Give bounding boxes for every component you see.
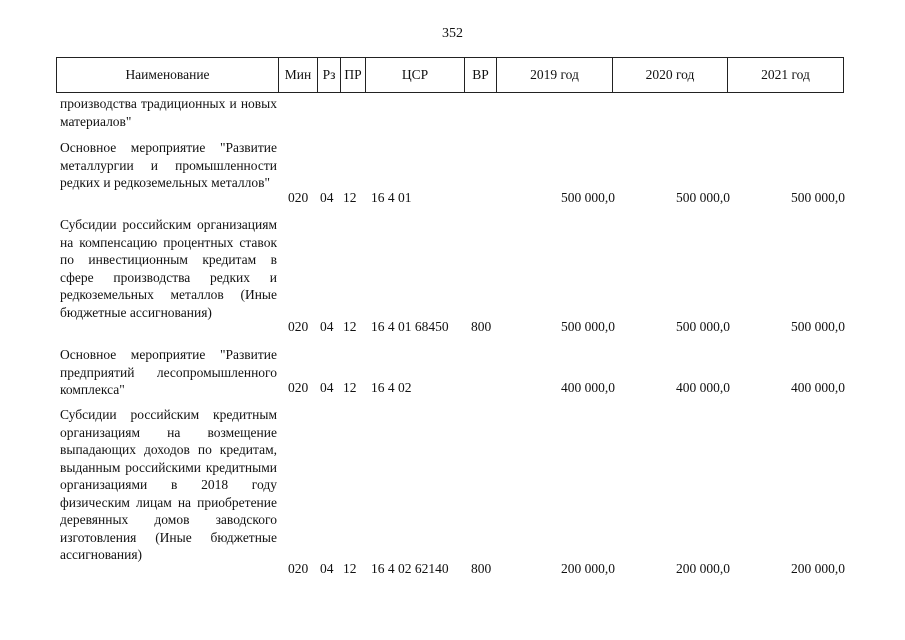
header-2021: 2021 год bbox=[728, 58, 844, 93]
row-rz: 04 bbox=[320, 190, 334, 205]
row-vr: 800 bbox=[471, 561, 492, 576]
row-2020: 500 000,0 bbox=[676, 190, 730, 205]
row-min: 020 bbox=[288, 190, 309, 205]
row-name: Основное мероприятие "Развитие металлургии и промышленности редких и редкоземельных металлов" bbox=[60, 140, 277, 190]
table-header bbox=[56, 57, 844, 93]
row-name: Основное мероприятие "Развитие предприятий лесопромышленного комплекса" bbox=[60, 347, 277, 397]
row-min: 020 bbox=[288, 319, 309, 334]
row-2021: 500 000,0 bbox=[791, 190, 845, 205]
header-name: Наименование bbox=[57, 58, 279, 93]
row-2019: 200 000,0 bbox=[561, 561, 615, 576]
header-csr: ЦСР bbox=[366, 58, 465, 93]
row-rz: 04 bbox=[320, 561, 334, 576]
header-2019: 2019 год bbox=[497, 58, 613, 93]
header-rz: Рз bbox=[318, 58, 341, 93]
row-vr: 800 bbox=[471, 319, 492, 334]
row-2019: 500 000,0 bbox=[561, 319, 615, 334]
header-pr: ПР bbox=[341, 58, 366, 93]
header-vr: ВР bbox=[465, 58, 497, 93]
row-2020: 200 000,0 bbox=[676, 561, 730, 576]
header-2020: 2020 год bbox=[613, 58, 728, 93]
row-2019: 400 000,0 bbox=[561, 380, 615, 395]
header-min: Мин bbox=[279, 58, 318, 93]
row-name: Субсидии российским кредитным организациям на возмещение выпадающих доходов по кредитам, выданным российскими кредитными организациями в 2018 году физическим лицам на приобретение деревянных домов заводского изготовления (Иные бюджетные ассигнования) bbox=[60, 407, 277, 562]
row-2019: 500 000,0 bbox=[561, 190, 615, 205]
row-pr: 12 bbox=[343, 190, 357, 205]
row-name: Субсидии российским организациям на компенсацию процентных ставок по инвестиционным кредитам в сфере производства редких и редкоземельных металлов (Иные бюджетные ассигнования) bbox=[60, 217, 277, 320]
row-csr: 16 4 01 68450 bbox=[371, 319, 449, 334]
row-pr: 12 bbox=[343, 380, 357, 395]
row-name: производства традиционных и новых материалов" bbox=[60, 96, 277, 129]
row-csr: 16 4 01 bbox=[371, 190, 412, 205]
row-min: 020 bbox=[288, 561, 309, 576]
row-csr: 16 4 02 bbox=[371, 380, 412, 395]
page-number: 352 bbox=[442, 26, 463, 41]
row-pr: 12 bbox=[343, 561, 357, 576]
row-pr: 12 bbox=[343, 319, 357, 334]
row-2021: 200 000,0 bbox=[791, 561, 845, 576]
row-rz: 04 bbox=[320, 319, 334, 334]
row-2021: 400 000,0 bbox=[791, 380, 845, 395]
row-csr: 16 4 02 62140 bbox=[371, 561, 449, 576]
row-min: 020 bbox=[288, 380, 309, 395]
row-rz: 04 bbox=[320, 380, 334, 395]
row-2020: 500 000,0 bbox=[676, 319, 730, 334]
row-2021: 500 000,0 bbox=[791, 319, 845, 334]
row-2020: 400 000,0 bbox=[676, 380, 730, 395]
